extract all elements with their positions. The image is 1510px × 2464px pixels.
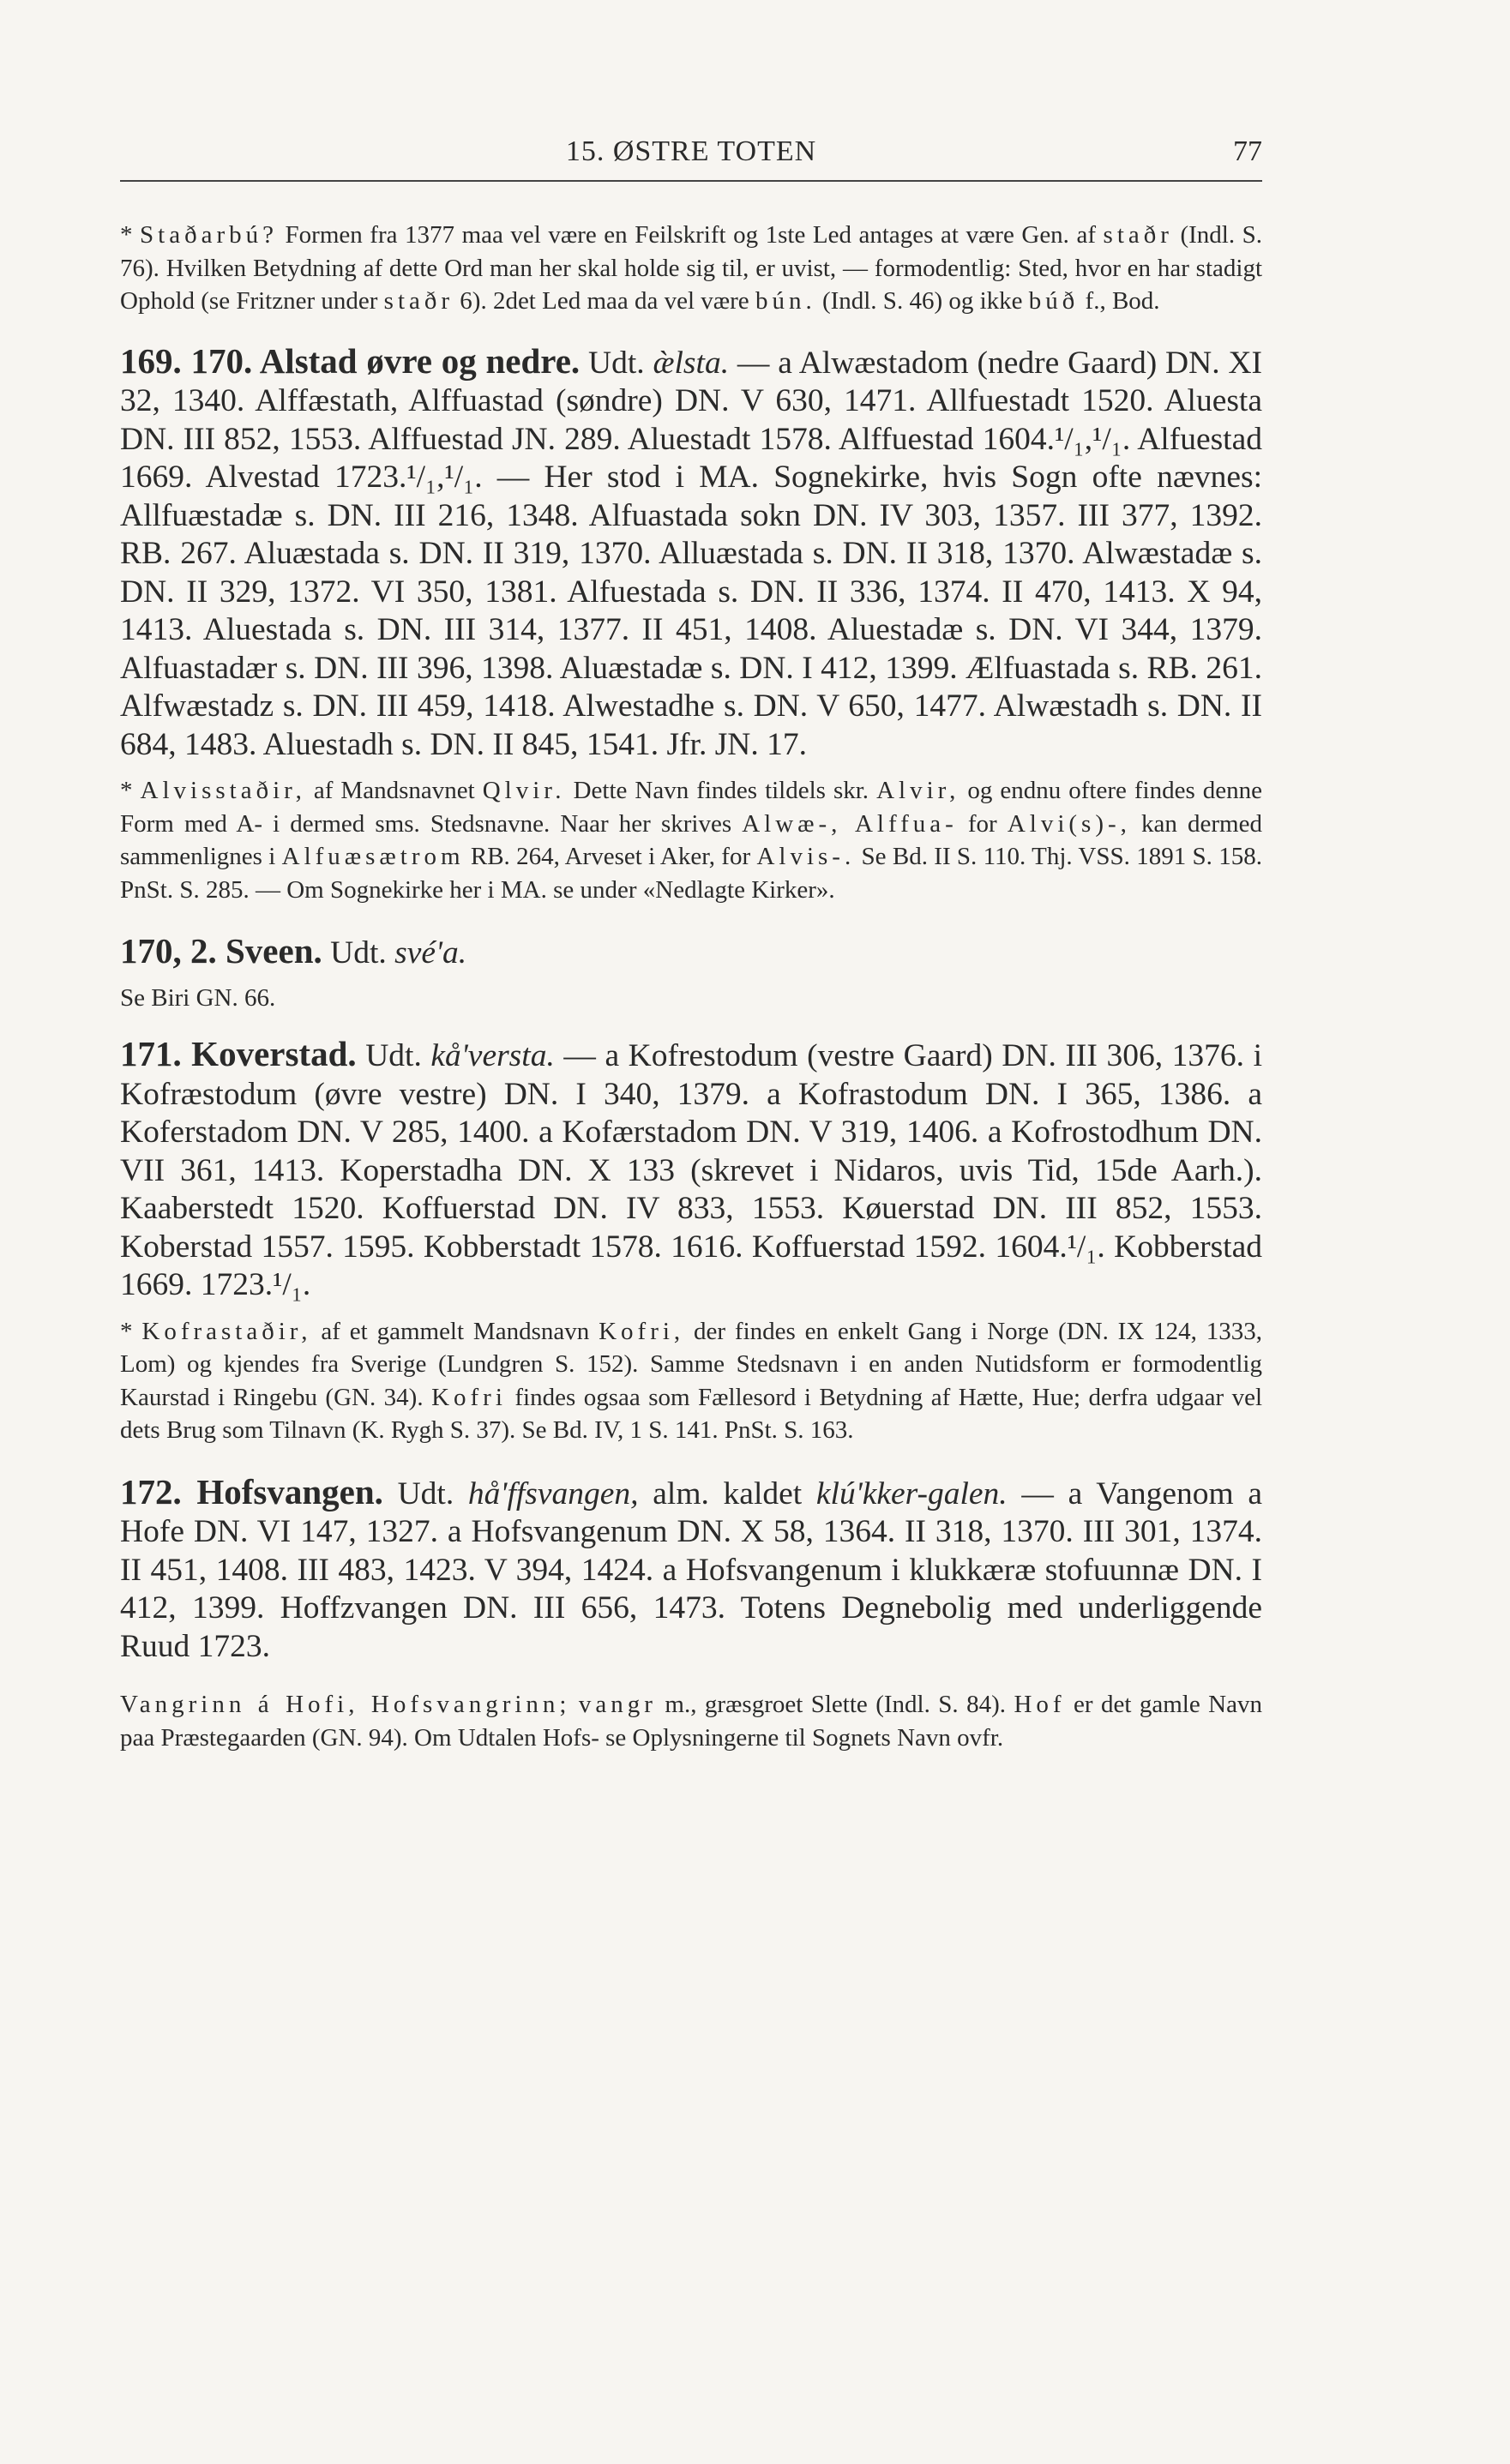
spaced-term: vangr: [578, 1691, 657, 1718]
entry-170-2: [120, 932, 1262, 973]
spaced-term: bún.: [755, 287, 816, 315]
entry-heading: 170, 2. Sveen.: [120, 931, 322, 971]
spaced-term: Hof: [1014, 1691, 1066, 1718]
footnote-alvisstadir: [120, 774, 1262, 906]
page-content: [120, 219, 1262, 1754]
page-title: 15. ØSTRE TOTEN: [565, 135, 817, 167]
spaced-term: Alvir,: [876, 777, 960, 804]
spaced-term: Alvi(s)-,: [1007, 809, 1131, 838]
note-text: Dette Navn findes tildels skr.: [565, 777, 877, 804]
pronunciation: hå'ffsvangen,: [467, 1475, 639, 1511]
footnote-kofrastadir: [120, 1315, 1262, 1447]
note-marker: *: [120, 1317, 142, 1345]
entry-body: — a Vangenom a Hofe DN. VI 147, 1327. a Hofsvangenum DN. X 58, 1364. II 318, 1370. III 301, 1374. II 451, 1408. III 483, 1423. V 394, 1424. a Hofsvangenum i klukkæræ stofuunnæ DN. I 412, 1399. Hoffzvangen DN. III 656, 1473. Totens Degnebolig med underliggende Ruud 1723.: [120, 1475, 1262, 1664]
spaced-term: Alvis-.: [756, 843, 856, 870]
entry-heading: 172. Hofsvangen.: [120, 1471, 383, 1511]
spaced-term: Kofri: [431, 1383, 507, 1411]
header-rule: [120, 180, 1262, 182]
note-text: (Indl. S. 76). Hvilken Betydning af dette Ord man her skal holde sig til, er uvist, — formodentlig: Sted, hvor en har stadigt Ophold (se Fritzner under: [120, 221, 1263, 315]
entry-udt: Udt.: [322, 935, 395, 971]
footnote-vangrinn: [120, 1688, 1262, 1754]
entry-169-170: [120, 342, 1262, 765]
entry-body: — a Kofrestodum (vestre Gaard) DN. III 306, 1376. i Kofræstodum (øvre vestre) DN. I 340, 1379. a Kofrastodum DN. I 365, 1386. a Koferstadom DN. V 285, 1400. a Kofærstadom DN. V 319, 1406. a Kofrostodhum DN. VII 361, 1413. Koperstadha DN. X 133 (skrevet i Nidaros, uvis Tid, 15de Aarh.). Kaaberstedt 1520. Koffuerstad DN. IV 833, 1553. Køuerstad DN. III 852, 1553. Koberstad 1557. 1595. Kobberstadt 1578. 1616. Koffuerstad 1592. 1604.¹/₁. Kobberstad 1669. 1723.¹/₁.: [120, 1038, 1262, 1302]
spaced-term: búð: [1028, 287, 1080, 315]
note-text: Formen fra 1377 maa vel være en Feilskrift og 1ste Led antages at være Gen. af: [278, 221, 1104, 249]
entry-heading: 171. Koverstad.: [120, 1034, 357, 1073]
spaced-term: Staðarbú?: [140, 221, 279, 249]
note-text: findes ogsaa som Fællesord i Betydning af Hætte, Hue; derfra udgaar vel dets Brug som Tilnavn (K. Rygh S. 37). Se Bd. IV, 1 S. 141. PnSt. S. 163.: [120, 1383, 1262, 1444]
note-text: for: [957, 809, 1008, 838]
note-text: Se Bd. II S. 110. Thj. VSS. 1891 S. 158. PnSt. S. 285. — Om Sognekirke her i MA. se under «Nedlagte Kirker».: [120, 843, 1262, 904]
note-text: af Mandsnavnet: [305, 777, 483, 804]
page-number: 77: [1233, 135, 1262, 167]
note-text: f., Bod.: [1079, 287, 1160, 315]
spaced-term: staðr: [383, 287, 454, 315]
entry-heading: 169. 170. Alstad øvre og nedre.: [120, 340, 581, 381]
entry-172: [120, 1473, 1262, 1667]
note-marker: *: [120, 221, 141, 249]
spaced-term: Kofrastaðir,: [141, 1317, 312, 1345]
entry-body: — a Alwæstadom (nedre Gaard) DN. XI 32, 1340. Alffæstath, Alffuastad (søndre) DN. V 630, 1471. Allfuestadt 1520. Aluesta DN. III 852, 1553. Alffuestad JN. 289. Aluestadt 1578. Alffuestad 1604.¹/₁,¹/₁. Alfuestad 1669. Alvestad 1723.¹/₁,¹/₁. — Her stod i MA. Sognekirke, hvis Sogn ofte nævnes: Allfuæstadæ s. DN. III 216, 1348. Alfuastada sokn DN. IV 303, 1357. III 377, 1392. RB. 267. Aluæstada s. DN. II 319, 1370. Alluæstada s. DN. II 318, 1370. Alwæstadæ s. DN. II 329, 1372. VI 350, 1381. Alfuestada s. DN. II 336, 1374. II 470, 1413. X 94, 1413. Aluestada s. DN. III 314, 1377. II 451, 1408. Aluestadæ s. DN. VI 344, 1379. Alfuastadær s. DN. III 396, 1398. Aluæstadæ s. DN. I 412, 1399. Ælfuastada s. RB. 261. Alfwæstadz s. DN. III 459, 1418. Alwestadhe s. DN. V 650, 1477. Alwæstadh s. DN. II 684, 1483. Aluestadh s. DN. II 845, 1541. Jfr. JN. 17.: [120, 345, 1263, 762]
entry-text: alm. kaldet: [638, 1475, 816, 1511]
footnote-stadarbu: [120, 219, 1262, 318]
entry-udt: Udt.: [580, 345, 653, 381]
pronunciation: kå'versta.: [430, 1038, 555, 1073]
spaced-term: Vangrinn á Hofi, Hofsvangrinn;: [120, 1691, 571, 1718]
pronunciation: æ̀lsta.: [653, 345, 730, 381]
note-text: der findes en enkelt Gang i Norge (DN. IX 124, 1333, Lom) og kjendes fra Sverige (Lundgren S. 152). Samme Stedsnavn i en anden Nutidsform er formodentlig Kaurstad i Ringebu (GN. 34).: [120, 1317, 1263, 1411]
spaced-term: Alwæ-, Alffua-: [742, 809, 958, 838]
note-text: 6). 2det Led maa da vel være: [454, 287, 755, 315]
note-marker: *: [120, 777, 141, 804]
spaced-term: Kofri,: [599, 1317, 685, 1345]
note-text: af et gammelt Mandsnavn: [311, 1317, 599, 1345]
note-text: er det gamle Navn paa Præstegaarden (GN. 94). Om Udtalen Hofs- se Oplysningerne til Sognets Navn ovfr.: [120, 1691, 1262, 1752]
note-text: RB. 264, Arveset i Aker, for: [464, 843, 757, 870]
pronunciation-alt: klú'kker-galen.: [815, 1475, 1008, 1511]
spaced-term: Alfuæsætrom: [281, 843, 465, 870]
spaced-term: Qlvir.: [482, 777, 566, 804]
note-text: m., græsgroet Slette (Indl. S. 84).: [656, 1691, 1014, 1718]
note-text: og endnu oftere findes denne Form med A- i dermed sms. Stedsnavne. Naar her skrives: [120, 777, 1263, 838]
cross-reference: Se Biri GN. 66.: [120, 983, 276, 1012]
note-text: (Indl. S. 46) og ikke: [815, 287, 1029, 315]
entry-171: [120, 1035, 1262, 1305]
spaced-term: Alvisstaðir,: [140, 777, 306, 804]
running-header: [120, 135, 1262, 178]
note-text: kan dermed sammenlignes i: [120, 809, 1262, 870]
entry-udt: Udt.: [382, 1475, 468, 1511]
pronunciation: své'a.: [394, 935, 467, 971]
spaced-term: staðr: [1103, 221, 1173, 249]
entry-udt: Udt.: [356, 1038, 431, 1073]
